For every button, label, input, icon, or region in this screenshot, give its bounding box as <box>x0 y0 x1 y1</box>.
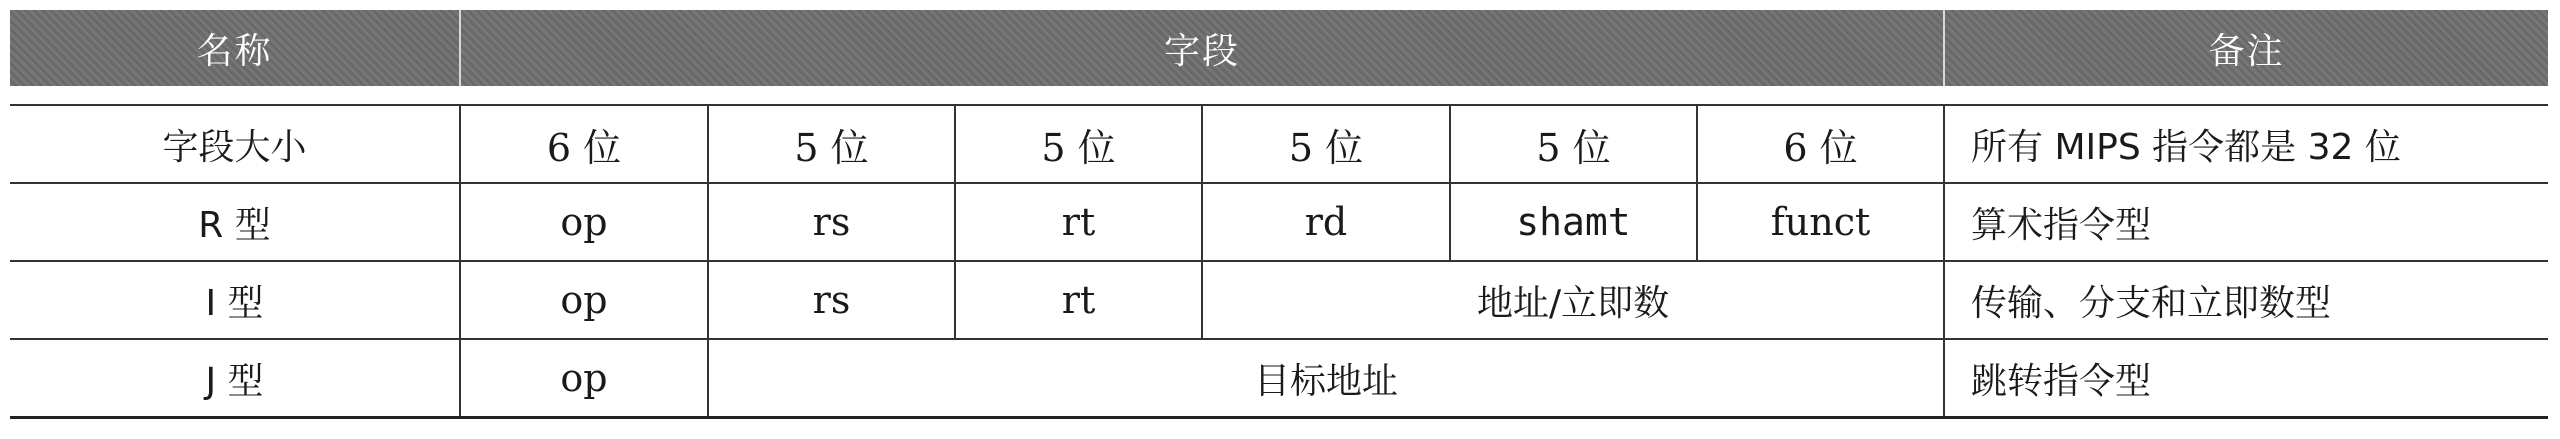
row-name: I 型 <box>10 261 460 339</box>
table-row-i-type <box>10 261 2548 339</box>
field-cell: op <box>460 339 708 418</box>
field-cell: 6 位 <box>1697 105 1944 183</box>
row-note: 算术指令型 <box>1944 183 2548 261</box>
mips-format-table-container <box>10 10 2548 419</box>
field-cell: rd <box>1202 183 1450 261</box>
mips-instruction-format-table <box>10 10 2548 419</box>
table-header <box>10 10 2548 86</box>
header-fields: 字段 <box>460 10 1944 86</box>
field-cell: 5 位 <box>1202 105 1450 183</box>
field-cell-target-address: 目标地址 <box>708 339 1944 418</box>
field-cell: 5 位 <box>1450 105 1697 183</box>
row-name: J 型 <box>10 339 460 418</box>
row-note: 跳转指令型 <box>1944 339 2548 418</box>
table-row-j-type <box>10 339 2548 418</box>
field-cell: rs <box>708 261 955 339</box>
header-name: 名称 <box>10 10 460 86</box>
field-cell: 6 位 <box>460 105 708 183</box>
table-row-field-size <box>10 105 2548 183</box>
field-cell: 5 位 <box>708 105 955 183</box>
field-cell: shamt <box>1450 183 1697 261</box>
field-cell: rt <box>955 183 1202 261</box>
row-note: 传输、分支和立即数型 <box>1944 261 2548 339</box>
row-name: R 型 <box>10 183 460 261</box>
field-cell: rs <box>708 183 955 261</box>
row-name: 字段大小 <box>10 105 460 183</box>
field-cell: rt <box>955 261 1202 339</box>
table-row-r-type <box>10 183 2548 261</box>
field-cell: funct <box>1697 183 1944 261</box>
field-cell: op <box>460 261 708 339</box>
header-notes: 备注 <box>1944 10 2548 86</box>
field-cell-address-immediate: 地址/立即数 <box>1202 261 1944 339</box>
field-cell: op <box>460 183 708 261</box>
table-body <box>10 86 2548 418</box>
field-cell: 5 位 <box>955 105 1202 183</box>
row-note: 所有 MIPS 指令都是 32 位 <box>1944 105 2548 183</box>
